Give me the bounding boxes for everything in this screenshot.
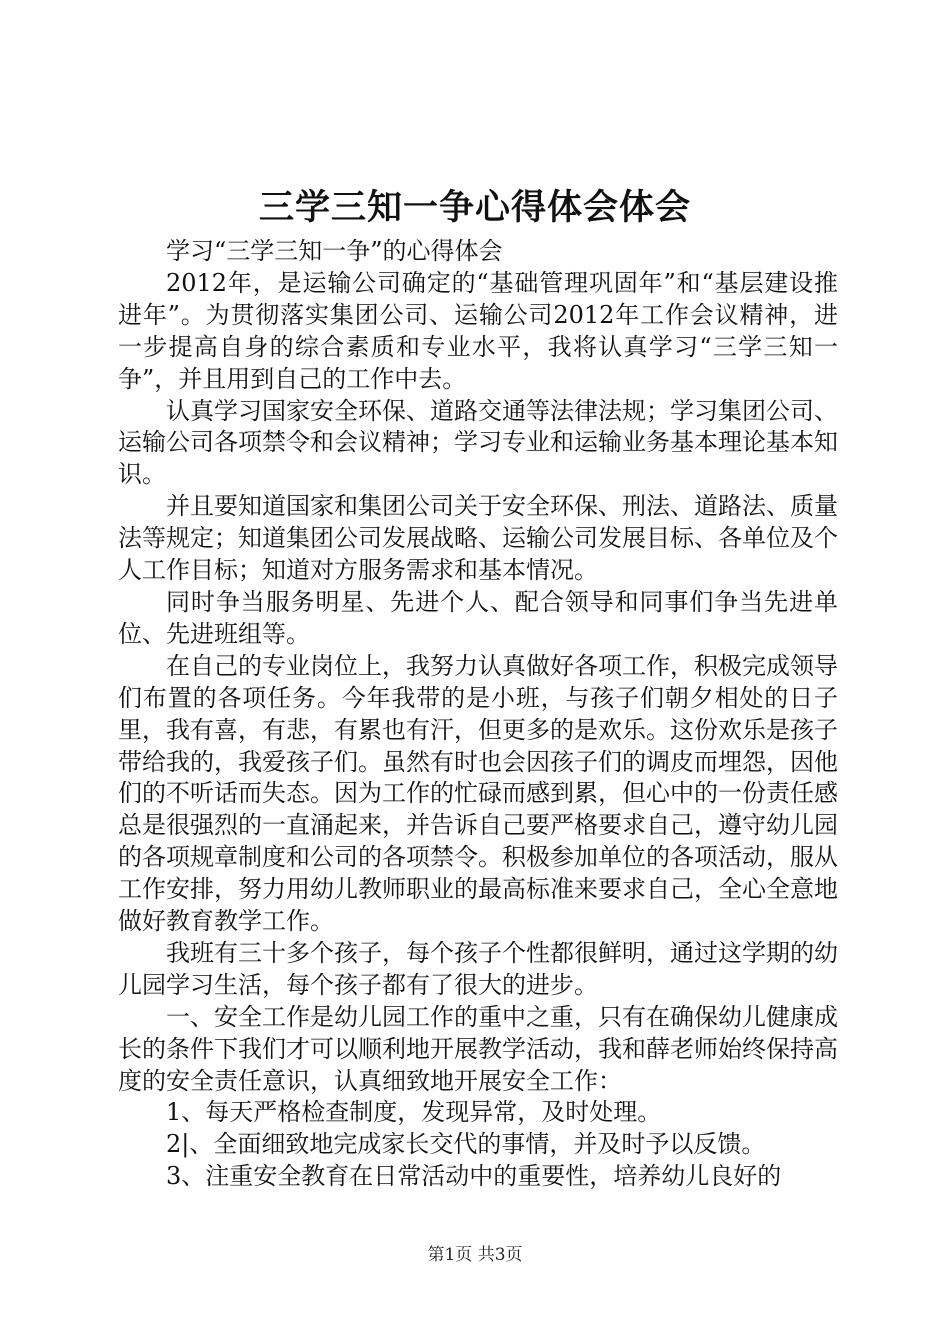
paragraph: 并且要知道国家和集团公司关于安全环保、刑法、道路法、质量法等规定；知道集团公司发展战略、运输公司发展目标、各单位及个人工作目标；知道对方服务需求和基本情况。 (118, 492, 838, 585)
paragraph: 同时争当服务明星、先进个人、配合领导和同事们争当先进单位、先进班组等。 (118, 587, 838, 648)
paragraph: 我班有三十多个孩子，每个孩子个性都很鲜明，通过这学期的幼儿园学习生活，每个孩子都有了很大的进步。 (118, 938, 838, 999)
paragraph: 认真学习国家安全环保、道路交通等法律法规；学习集团公司、运输公司各项禁令和会议精神；学习专业和运输业务基本理论基本知识。 (118, 396, 838, 489)
paragraph: 在自己的专业岗位上，我努力认真做好各项工作，积极完成领导们布置的各项任务。今年我带的是小班，与孩子们朝夕相处的日子里，我有喜，有悲，有累也有汗，但更多的是欢乐。这份欢乐是孩子带给我的，我爱孩子们。虽然有时也会因孩子们的调皮而埋怨，因他们的不听话而失态。因为工作的忙碌而感到累，但心中的一份责任感总是很强烈的一直涌起来，并告诉自己要严格要求自己，遵守幼儿园的各项规章制度和公司的各项禁令。积极参加单位的各项活动，服从工作安排，努力用幼儿教师职业的最高标准来要求自己，全心全意地做好教育教学工作。 (118, 651, 838, 936)
document-title: 三学三知一争心得体会体会 (258, 187, 691, 228)
paragraph: 2012年，是运输公司确定的“基础管理巩固年”和“基层建设推进年”。为贯彻落实集团公司、运输公司2012年工作会议精神，进一步提高自身的综合素质和专业水平，我将认真学习“三学三知一争”，并且用到自己的工作中去。 (118, 268, 838, 393)
page-number: 第1页 共3页 (427, 1245, 523, 1265)
paragraph: 一、安全工作是幼儿园工作的重中之重，只有在确保幼儿健康成长的条件下我们才可以顺利地开展教学活动，我和薛老师始终保持高度的安全责任意识，认真细致地开展安全工作： (118, 1002, 838, 1095)
document-body (118, 236, 838, 1193)
list-item: 1、每天严格检查制度，发现异常，及时处理。 (166, 1098, 662, 1127)
list-item: 2|、全面细致地完成家长交代的事情，并及时予以反馈。 (166, 1130, 766, 1159)
paragraph-subtitle: 学习“三学三知一争”的心得体会 (166, 237, 503, 265)
list-item: 3、注重安全教育在日常活动中的重要性，培养幼儿良好的 (166, 1162, 782, 1191)
